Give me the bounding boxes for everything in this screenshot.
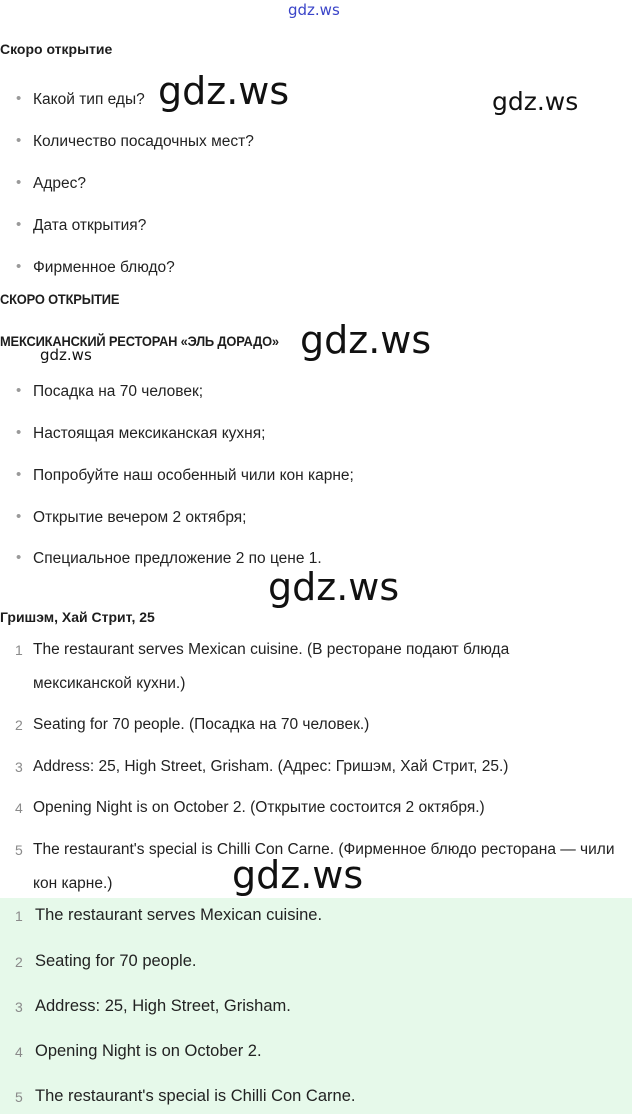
bullet-dot: • (16, 132, 22, 149)
bullet-dot: • (16, 549, 22, 566)
answer-number: 5 (15, 1089, 23, 1105)
watermark: gdz.ws (232, 853, 364, 897)
answer-number: 1 (15, 908, 23, 924)
watermark: gdz.ws (300, 318, 432, 362)
section-heading: Скоро открытие (0, 41, 113, 57)
item-number: 4 (15, 800, 23, 816)
list-item-text: Количество посадочных мест? (33, 133, 254, 150)
bullet-dot: • (16, 258, 22, 275)
answer-text: The restaurant's special is Chilli Con Carne. (35, 1087, 356, 1105)
address-heading: Гришэм, Хай Стрит, 25 (0, 609, 155, 625)
item-text: Address: 25, High Street, Grisham. (Адрес: Гришэм, Хай Стрит, 25.) (33, 758, 509, 775)
answer-text: The restaurant serves Mexican cuisine. (35, 906, 323, 924)
answer-text: Address: 25, High Street, Grisham. (35, 997, 291, 1015)
list-item-text: Дата открытия? (33, 217, 147, 234)
item-text: The restaurant serves Mexican cuisine. (В ресторане подают блюда мексиканской кухни.) (33, 641, 510, 692)
list-item-text: Посадка на 70 человек; (33, 383, 204, 400)
bullet-dot: • (16, 508, 22, 525)
bullet-dot: • (16, 90, 22, 107)
list-item-text: Какой тип еды? (33, 91, 145, 108)
watermark: gdz.ws (492, 87, 579, 116)
bullet-dot: • (16, 216, 22, 233)
answer-number: 3 (15, 999, 23, 1015)
answer-number: 2 (15, 954, 23, 970)
watermark-top: gdz.ws (288, 1, 340, 19)
watermark: gdz.ws (158, 69, 290, 113)
poster-heading: СКОРО ОТКРЫТИЕ (0, 291, 120, 307)
list-item-text: Открытие вечером 2 октября; (33, 509, 247, 526)
answer-text: Opening Night is on October 2. (35, 1042, 262, 1060)
item-text: The restaurant's special is Chilli Con Carne. (Фирменное блюдо ресторана — чили кон карне.) (33, 841, 615, 892)
item-number: 2 (15, 717, 23, 733)
answer-number: 4 (15, 1044, 23, 1060)
list-item-text: Адрес? (33, 175, 86, 192)
list-item-text: Специальное предложение 2 по цене 1. (33, 550, 322, 567)
bullet-dot: • (16, 424, 22, 441)
item-number: 5 (15, 842, 23, 858)
item-number: 1 (15, 642, 23, 658)
answer-box (0, 898, 632, 1114)
watermark: gdz.ws (268, 565, 400, 609)
item-number: 3 (15, 759, 23, 775)
item-text: Opening Night is on October 2. (Открытие состоится 2 октября.) (33, 799, 485, 816)
bullet-dot: • (16, 174, 22, 191)
bullet-dot: • (16, 382, 22, 399)
watermark: gdz.ws (40, 346, 92, 364)
answer-text: Seating for 70 people. (35, 952, 197, 970)
list-item-text: Попробуйте наш особенный чили кон карне; (33, 467, 354, 484)
list-item-text: Фирменное блюдо? (33, 259, 175, 276)
item-text: Seating for 70 people. (Посадка на 70 человек.) (33, 716, 370, 733)
poster-subheading: МЕКСИКАНСКИЙ РЕСТОРАН «ЭЛЬ ДОРАДО» (0, 333, 279, 349)
list-item-text: Настоящая мексиканская кухня; (33, 425, 266, 442)
bullet-dot: • (16, 466, 22, 483)
